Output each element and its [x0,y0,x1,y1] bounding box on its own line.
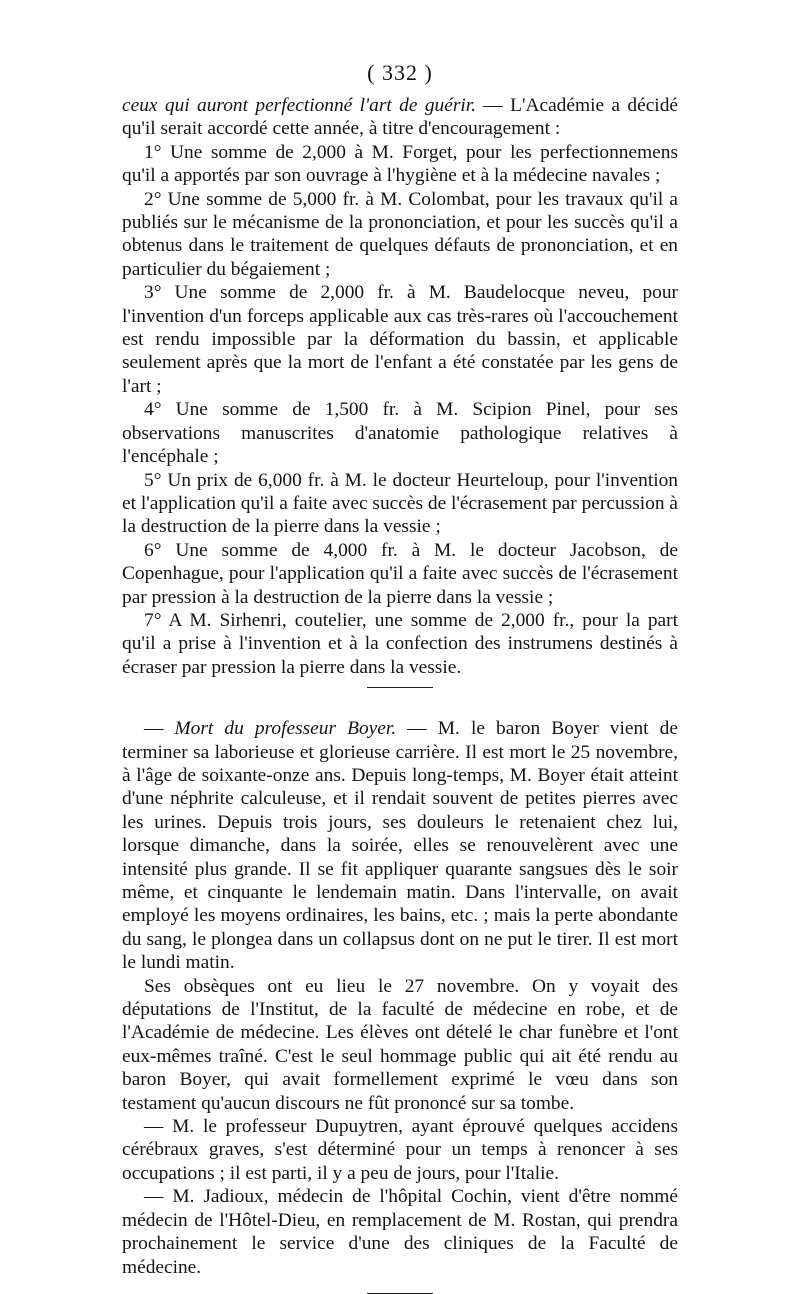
award-item-6: 6° Une somme de 4,000 fr. à M. le docteur Jacobson, de Copenhague, pour l'application qu'il a faite avec succès de l'écrasement par pression à la destruction de la pierre dans la vessie ; [122,539,678,608]
award-item-4: 4° Une somme de 1,500 fr. à M. Scipion Pinel, pour ses observations manuscrites d'anatomie pathologique relatives à l'encéphale ; [122,399,678,468]
paragraph-jadioux: — M. Jadioux, médecin de l'hôpital Cochin, vient d'être nommé médecin de l'Hôtel-Dieu, en remplacement de M. Rostan, qui prendra prochainement le service d'une des cliniques de la Faculté de médecine. [122,1186,678,1278]
paragraph-boyer-funeral: Ses obsèques ont eu lieu le 27 novembre. On y voyait des députations de l'Institut, de la faculté de médecine en robe, et de l'Académie de médecine. Les élèves ont dételé le char funèbre et l'ont eux-mêmes traîné. C'est le seul hommage public qui ait été rendu au baron Boyer, qui avait formellement exprimé le vœu dans son testament qu'aucun discours ne fût prononcé sur sa tombe. [122,975,678,1114]
italic-phrase: ceux qui auront perfectionné l'art de guérir. [122,95,477,116]
award-item-1: 1° Une somme de 2,000 à M. Forget, pour les perfectionnemens qu'il a apportés par son ouvrage à l'hygiène et à la médecine navales ; [122,141,678,187]
paragraph-text: — M. le baron Boyer vient de terminer sa laborieuse et glorieuse carrière. Il est mort le 25 novembre, à l'âge de soixante-onze ans. Depuis long-temps, M. Boyer était atteint d'une néphrite calculeuse, et il rendait souvent de petites pierres avec les urines. Depuis trois jours, ses douleurs le retenaient chez lui, lorsque dimanche, dans la soirée, elles se renouvelèrent avec une intensité plus grande. Il se fit appliquer quarante sangsues dès le soir même, et cinquante le lendemain matin. Dans l'intervalle, on avait employé les moyens ordinaires, les bains, etc. ; mais la perte abondante du sang, le plongea dans un collapsus dont on ne put le tirer. Il est mort le lundi matin. [122,718,678,974]
paragraph-dupuytren: — M. le professeur Dupuytren, ayant éprouvé quelques accidens cérébraux graves, s'est déterminé pour un temps à renoncer à ses occupations ; il est parti, il y a peu de jours, pour l'Italie. [122,1116,678,1184]
paragraph-text: — L'Académie a décidé qu'il serait accordé cette année, à titre d'encouragement : [122,95,678,140]
section-heading: Mort du professeur Boyer. [174,718,397,740]
paragraph-boyer-death [122,717,678,974]
award-item-2: 2° Une somme de 5,000 fr. à M. Colombat, pour les travaux qu'il a publiés sur le mécanisme de la prononciation, et pour les succès qu'il a obtenus dans le traitement de quelques défauts de prononciation, et en particulier du bégaiement ; [122,188,678,280]
page-number: ( 332 ) [367,60,433,85]
body-text [122,94,678,1294]
em-dash: — [144,718,175,740]
award-item-3: 3° Une somme de 2,000 fr. à M. Baudelocque neveu, pour l'invention d'un forceps applicable aux cas très-rares où l'accouchement est rendu impossible par la déformation du bassin, et applicable seulement après que la mort de l'enfant a été constatée par les gens de l'art ; [122,282,678,397]
paragraph-academie-decision [122,94,678,141]
award-item-7: 7° A M. Sirhenri, coutelier, une somme de 2,000 fr., pour la part qu'il a prise à l'invention et à la confection des instrumens destinés à écraser par pression la pierre dans la vessie. [122,609,678,678]
award-item-5: 5° Un prix de 6,000 fr. à M. le docteur Heurteloup, pour l'invention et l'application qu'il a faite avec succès de l'écrasement par percussion à la destruction de la pierre dans la vessie ; [122,469,678,538]
section-divider [367,687,433,688]
